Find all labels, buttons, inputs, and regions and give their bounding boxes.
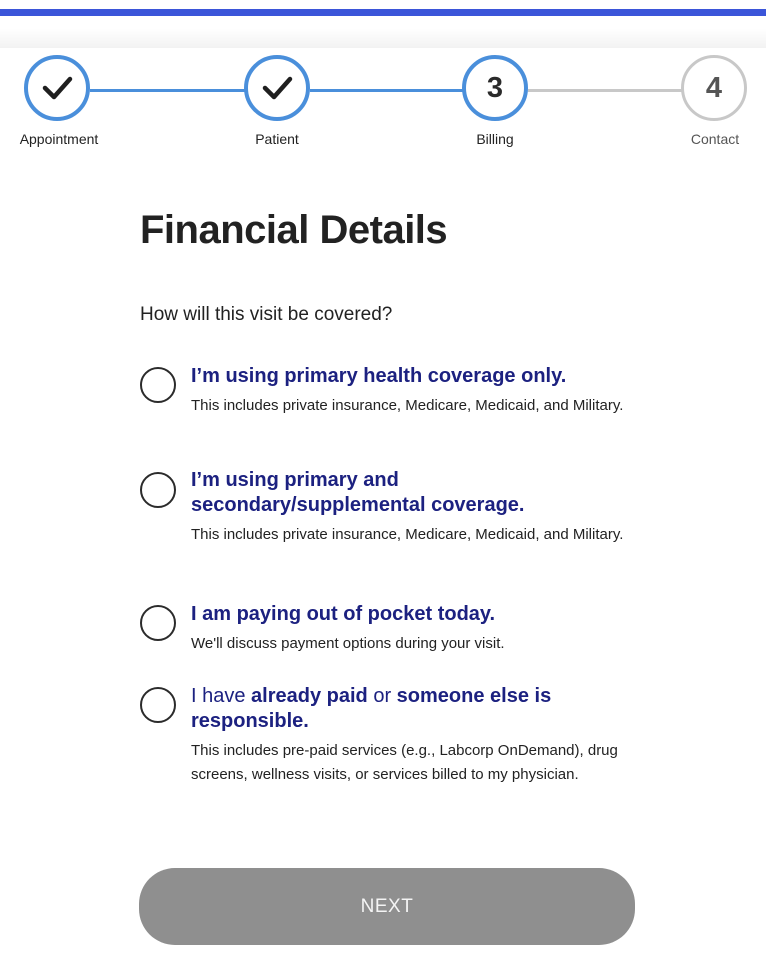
radio-button[interactable]: [140, 687, 176, 723]
radio-button[interactable]: [140, 605, 176, 641]
step-contact: [681, 55, 747, 121]
checkmark-icon: [259, 70, 295, 106]
radio-button[interactable]: [140, 472, 176, 508]
step-billing[interactable]: [462, 55, 528, 121]
option-description: This includes private insurance, Medicare, Medicaid, and Military.: [191, 526, 624, 543]
progress-stepper: [0, 54, 766, 154]
option-title: I’m using primary health coverage only.: [191, 365, 567, 387]
title-part: .: [303, 710, 309, 732]
step-connector-1: [90, 89, 246, 92]
option-description: This includes private insurance, Medicare, Medicaid, and Military.: [191, 397, 624, 414]
step-patient[interactable]: [244, 55, 310, 121]
step-connector-2: [310, 89, 464, 92]
accent-bar: [0, 9, 766, 16]
title-part-emphasis: someone else is responsible: [191, 685, 552, 732]
step-label-patient: Patient: [255, 131, 299, 147]
top-header: [0, 0, 766, 48]
option-title: I am paying out of pocket today.: [191, 603, 496, 625]
step-number: 3: [486, 71, 504, 104]
next-button[interactable]: NEXT: [139, 868, 635, 945]
option-title: I’m using primary and secondary/supplemental coverage.: [191, 469, 525, 516]
step-appointment[interactable]: [24, 55, 90, 121]
page-title: Financial Details: [140, 208, 448, 252]
step-label-contact: Contact: [690, 131, 740, 147]
radio-button[interactable]: [140, 367, 176, 403]
title-part: or: [367, 685, 397, 707]
step-label-appointment: Appointment: [19, 131, 99, 147]
option-description: We'll discuss payment options during your visit.: [191, 635, 505, 652]
step-label-billing: Billing: [476, 131, 514, 147]
step-connector-3: [528, 89, 683, 92]
step-number: 4: [705, 71, 723, 104]
title-part-emphasis: already paid: [251, 685, 368, 707]
option-title: [191, 684, 611, 734]
coverage-question: How will this visit be covered?: [140, 304, 393, 325]
option-description: This includes pre-paid services (e.g., Labcorp OnDemand), drug screens, wellness visits, or services billed to my physician.: [191, 742, 618, 783]
checkmark-icon: [39, 70, 75, 106]
title-part: I have: [191, 685, 252, 707]
